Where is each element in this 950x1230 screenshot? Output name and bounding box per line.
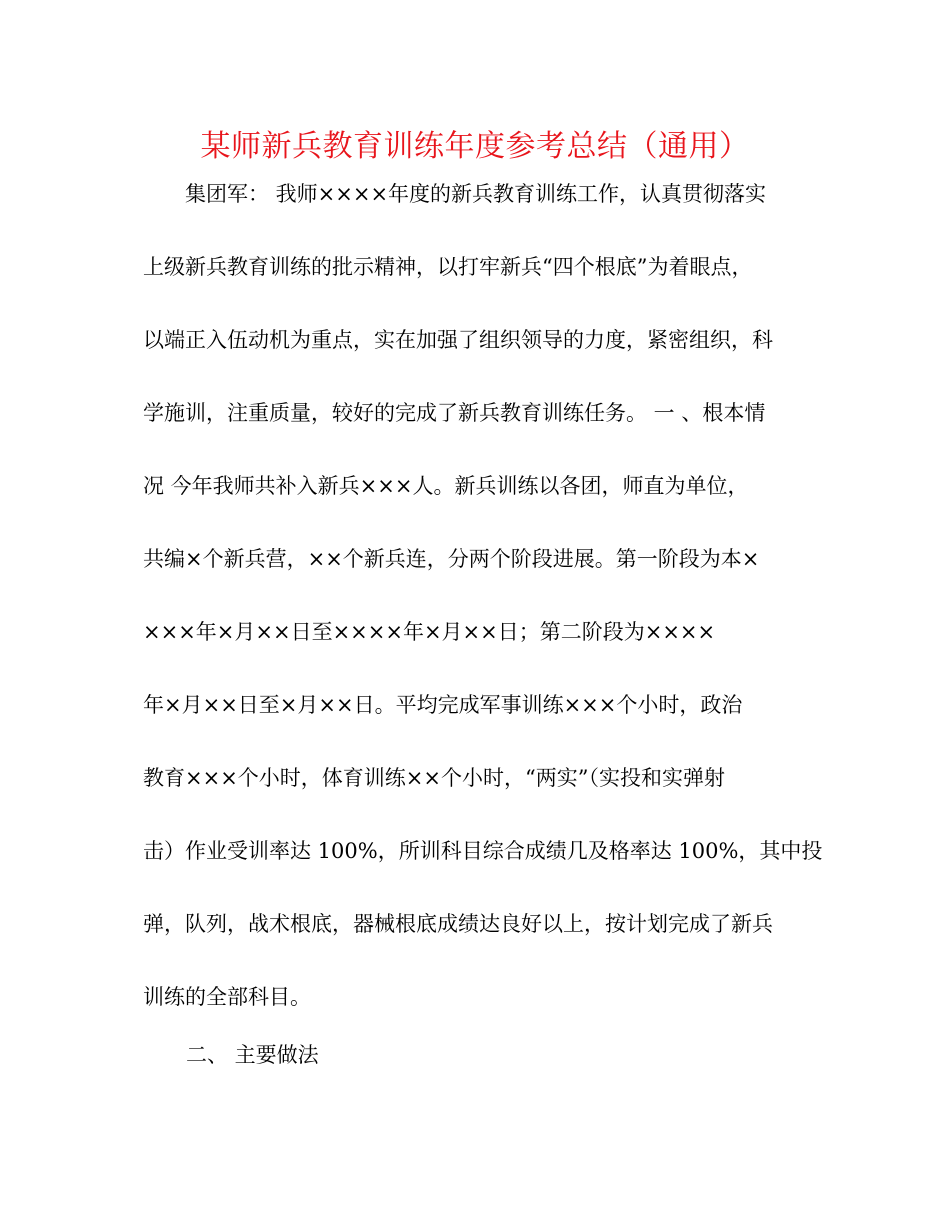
paragraph-line: ×××年×月××日至××××年×月××日；第二阶段为×××× bbox=[143, 620, 716, 644]
paragraph-line: 上级新兵教育训练的批示精神，以打牢新兵“四个根底”为着眼点， bbox=[143, 255, 753, 279]
paragraph-line: 年×月××日至×月××日。平均完成军事训练×××个小时，政治 bbox=[143, 693, 743, 717]
paragraph-line: 集团军： 我师××××年度的新兵教育训练工作，认真贯彻落实 bbox=[185, 182, 767, 206]
paragraph-line: 以端正入伍动机为重点，实在加强了组织领导的力度，紧密组织，科 bbox=[143, 328, 773, 352]
paragraph-line: 学施训，注重质量，较好的完成了新兵教育训练任务。 一 、根本情 bbox=[143, 401, 766, 425]
document-title: 某师新兵教育训练年度参考总结（通用） bbox=[200, 129, 750, 164]
paragraph-line: 共编×个新兵营，××个新兵连，分两个阶段进展。第一阶段为本× bbox=[143, 547, 760, 571]
paragraph-line: 击）作业受训率达 100%，所训科目综合成绩几及格率达 100%，其中投 bbox=[143, 839, 823, 863]
body-paragraph bbox=[143, 163, 823, 1039]
paragraph-line: 教育×××个小时，体育训练××个小时，“两实”（实投和实弹射 bbox=[143, 766, 725, 790]
paragraph-line: 训练的全部科目。 bbox=[143, 985, 311, 1009]
paragraph-line: 弹，队列，战术根底，器械根底成绩达良好以上，按计划完成了新兵 bbox=[143, 912, 773, 936]
section-heading: 二、 主要做法 bbox=[186, 1043, 319, 1067]
paragraph-line: 况 今年我师共补入新兵×××人。新兵训练以各团，师直为单位， bbox=[143, 474, 749, 498]
